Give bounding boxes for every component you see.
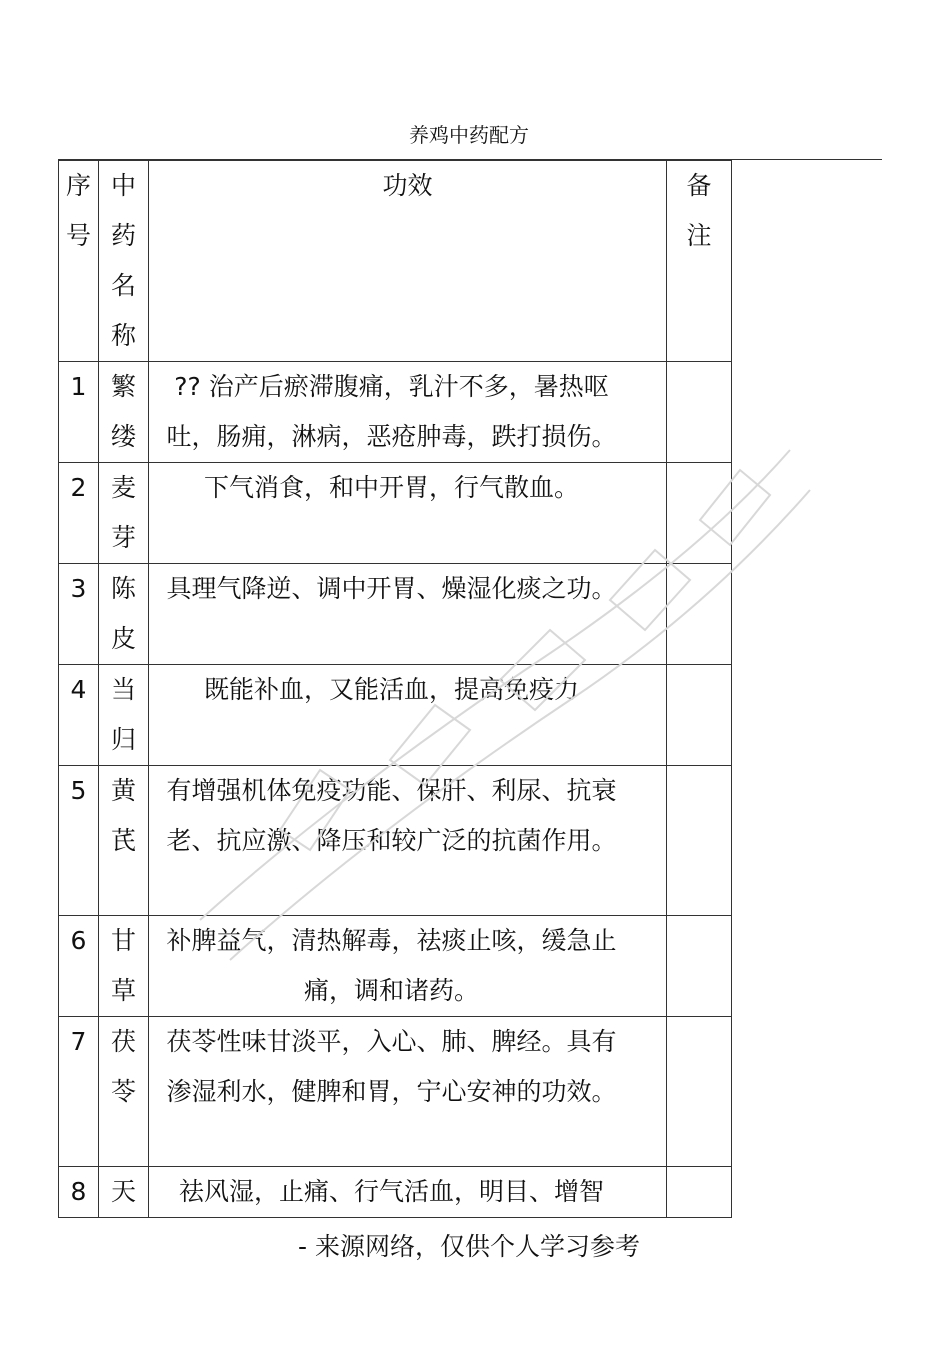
header-cell-note	[667, 161, 732, 362]
row-index: 3	[70, 574, 87, 603]
table-row	[59, 766, 732, 916]
header-note: 备注	[686, 171, 712, 250]
row-note	[667, 916, 732, 1017]
table-header-row	[59, 161, 732, 362]
row-note	[667, 665, 732, 766]
table-row	[59, 1017, 732, 1167]
header-effect: 功效	[382, 171, 433, 200]
header-cell-effect	[149, 161, 667, 362]
table-row	[59, 564, 732, 665]
table-row	[59, 916, 732, 1017]
row-index: 5	[70, 776, 87, 805]
row-index: 6	[70, 926, 87, 955]
row-effect: 有增强机体免疫功能、保肝、利尿、抗衰老、抗应激、降压和较广泛的抗菌作用。	[166, 776, 617, 855]
header-index: 序号	[65, 171, 91, 250]
herb-table	[58, 160, 732, 1218]
row-effect: 下气消食，和中开胃，行气散血。	[203, 473, 579, 502]
row-index: 7	[70, 1027, 87, 1056]
row-name: 甘草	[110, 926, 136, 1005]
row-name: 陈皮	[110, 574, 136, 653]
row-effect: 茯苓性味甘淡平，入心、肺、脾经。具有渗湿利水，健脾和胃，宁心安神的功效。	[166, 1027, 617, 1106]
row-name: 天	[110, 1177, 136, 1206]
row-note	[667, 463, 732, 564]
footer-note: - 来源网络，仅供个人学习参考	[298, 1232, 640, 1261]
page-title: 养鸡中药配方	[409, 123, 529, 147]
row-name: 茯苓	[110, 1027, 136, 1106]
row-index: 2	[70, 473, 87, 502]
row-effect: 具理气降逆、调中开胃、燥湿化痰之功。	[166, 574, 617, 603]
row-effect: 既能补血，又能活血，提高免疫力	[203, 675, 579, 704]
row-name: 当归	[110, 675, 136, 754]
row-effect: ?? 治产后瘀滞腹痛，乳汁不多，暑热呕吐，肠痈，淋病，恶疮肿毒，跌打损伤。	[166, 372, 617, 451]
row-index: 1	[70, 372, 87, 401]
table-row	[59, 665, 732, 766]
row-note	[667, 1167, 732, 1218]
header-cell-name	[99, 161, 149, 362]
table-row	[59, 362, 732, 463]
row-name: 繁缕	[110, 372, 136, 451]
table-row	[59, 1167, 732, 1218]
row-name: 黄芪	[110, 776, 136, 855]
row-index: 4	[70, 675, 87, 704]
header-name: 中药名称	[110, 171, 136, 350]
row-note	[667, 362, 732, 463]
row-note	[667, 766, 732, 916]
header-cell-index	[59, 161, 99, 362]
row-note	[667, 1017, 732, 1167]
row-index: 8	[70, 1177, 87, 1206]
table-row	[59, 463, 732, 564]
row-effect: 祛风湿，止痛、行气活血，明目、增智	[178, 1177, 604, 1206]
row-effect: 补脾益气，清热解毒，祛痰止咳，缓急止痛，调和诸药。	[166, 926, 617, 1005]
row-note	[667, 564, 732, 665]
row-name: 麦芽	[110, 473, 136, 552]
